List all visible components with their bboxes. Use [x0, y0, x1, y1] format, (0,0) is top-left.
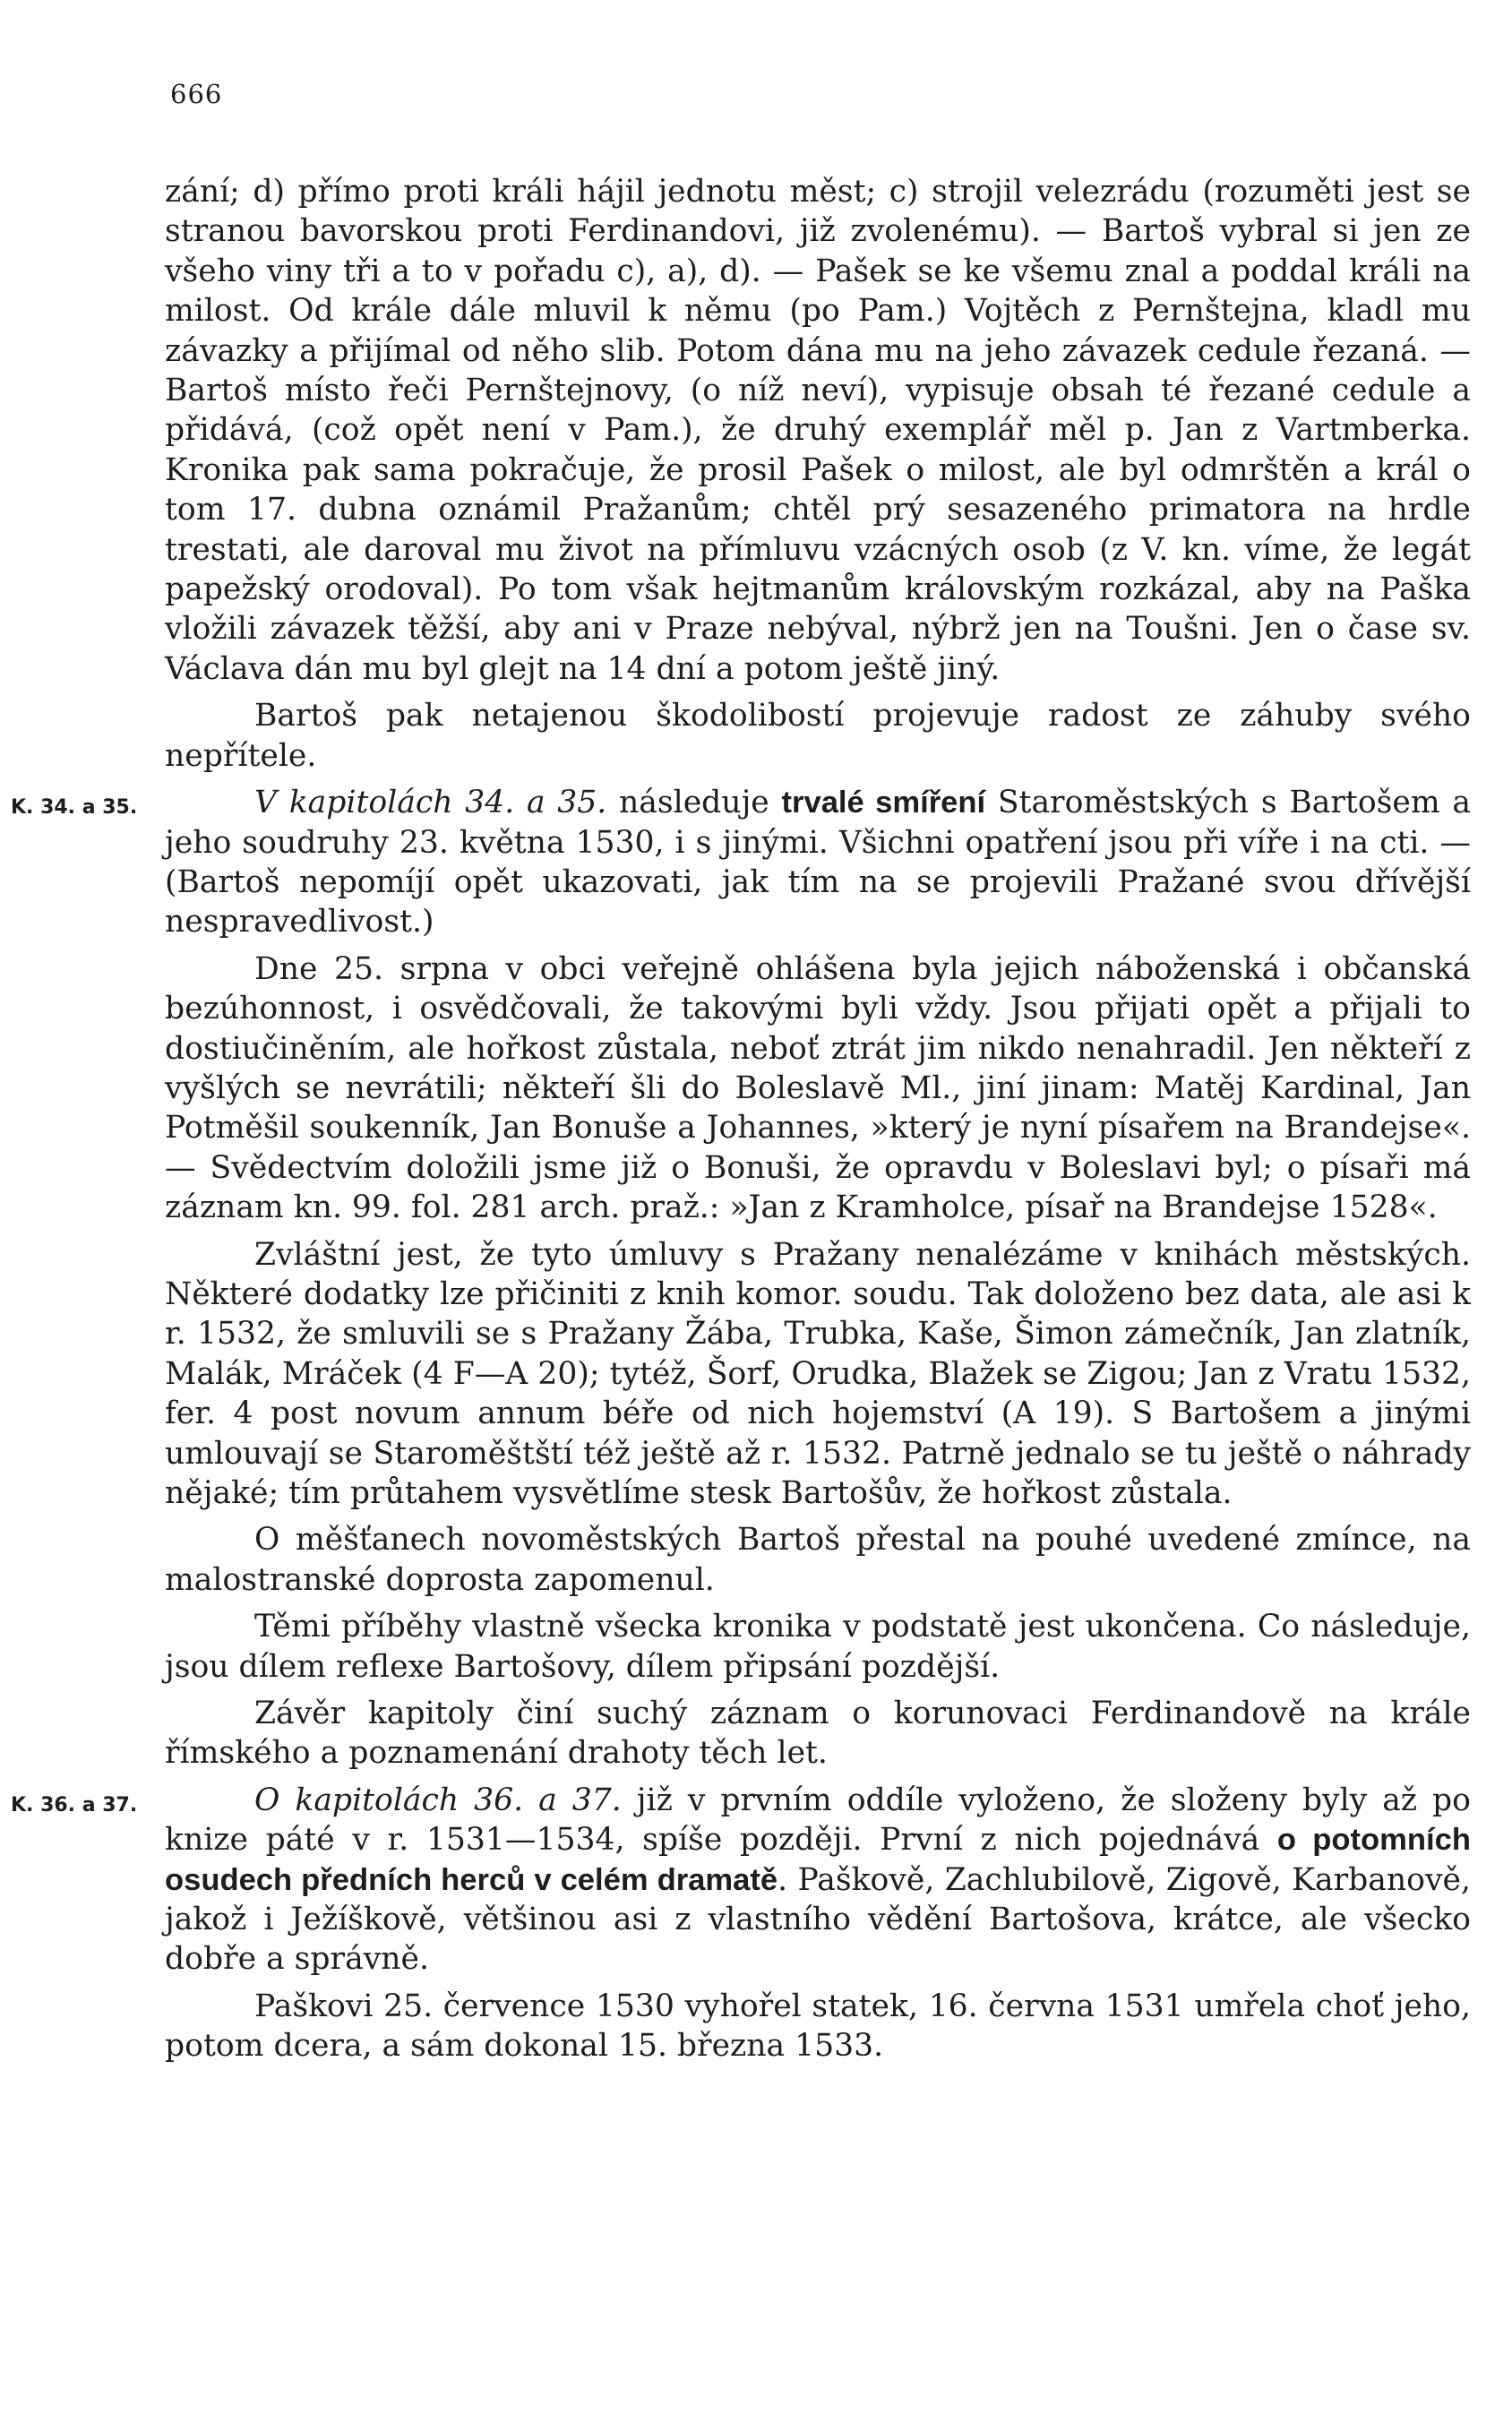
paragraph-text: Těmi příběhy vlastně všecka kronika v podstatě jest ukončena. Co následuje, jsou dílem reflexe Bartošovy, dílem připsání pozdější. — [165, 1609, 1471, 1685]
chapter-reference: O kapitolách 36. a 37. — [254, 1782, 622, 1818]
paragraph-6 — [165, 1520, 1471, 1600]
margin-note-chapters-36-37: K. 36. a 37. — [11, 1793, 138, 1816]
paragraph-3 — [11, 783, 1471, 942]
paragraph-text: Bartoš pak netajenou škodolibostí projevuje radost ze záhuby svého nepřítele. — [165, 698, 1471, 774]
paragraph-8 — [165, 1694, 1471, 1774]
paragraph-9 — [11, 1781, 1472, 1980]
emphasis-bold: o potomních osudech předních herců v celém dramatě — [165, 1823, 1472, 1897]
margin-note-chapters-34-35: K. 34. a 35. — [11, 796, 138, 820]
body-text — [11, 172, 1472, 2074]
paragraph-text: . Paškově, Zachlubilově, Zigově, Karbanově, jakož i Ježíškově, většinou asi z vlastního vědění Bartošova, krátce, ale všecko dobře a správně. — [165, 1861, 1471, 1978]
paragraph-text: Paškovi 25. července 1530 vyhořel statek, 16. června 1531 umřela choť jeho, potom dcera, a sám dokonal 15. března 1533. — [165, 1988, 1471, 2065]
paragraph-text: O měšťanech novoměstských Bartoš přestal na pouhé uvedené zmínce, na malostranské doprosta zapomenul. — [165, 1522, 1471, 1598]
emphasis-bold: trvalé smíření — [781, 786, 986, 820]
paragraph-7 — [165, 1607, 1471, 1687]
paragraph-10 — [165, 1987, 1471, 2066]
paragraph-1 — [165, 172, 1471, 689]
chapter-reference: V kapitolách 34. a 35. — [254, 785, 607, 821]
paragraph-text: zání; d) přímo proti králi hájil jednotu měst; c) strojil velezrádu (rozuměti jest se stranou bavorskou proti Ferdinandovi, již zvolenému). — Bartoš vybral si jen ze všeho viny tři a to v pořadu c), a), d). — Pašek se ke všemu znal a poddal králi na milost. Od krále dále mluvil k němu (po Pam.) Vojtěch z Pernštejna, kladl mu závazky a přijímal od něho slib. Potom dána mu na jeho závazek cedule řezaná. — Bartoš místo řeči Pernštejnovy, (o níž neví), vypisuje obsah té řezané cedule a přidává, (což opět není v Pam.), že druhý exemplář měl p. Jan z Vartmberka. Kronika pak sama pokračuje, že prosil Pašek o milost, ale byl odmrštěn a král o tom 17. dubna oznámil Pražanům; chtěl prý sesazeného primatora na hrdle trestati, ale daroval mu život na přímluvu vzácných osob (z V. kn. víme, že legát papežský orodoval). Po tom však hejtmanům královským rozkázal, aby na Paška vložili závazek těžší, aby ani v Praze nebýval, nýbrž jen na Toušni. Jen o čase sv. Václava dán mu byl glejt na 14 dní a potom ještě jiný. — [165, 174, 1471, 687]
paragraph-text: Dne 25. srpna v obci veřejně ohlášena byla jejich náboženská i občanská bezúhonnost, i osvědčovali, že takovými byli vždy. Jsou přijati opět a přijali to dostiučiněním, ale hořkost zůstala, neboť ztrát jim nikdo nenahradil. Jen někteří z vyšlých se nevrátili; někteří šli do Boleslavě Ml., jiní jinam: Matěj Kardinal, Jan Potměšil soukenník, Jan Bonuše a Johannes, »který je nyní písařem na Brandejse«. — Svědectvím doložili jsme již o Bonuši, že opravdu v Boleslavi byl; o písaři má záznam kn. 99. fol. 281 arch. praž.: »Jan z Kramholce, písař na Brandejse 1528«. — [165, 950, 1471, 1226]
page-number: 666 — [170, 79, 223, 109]
paragraph-text: následuje — [606, 785, 782, 821]
paragraph-2 — [165, 696, 1471, 776]
paragraph-text: Staroměstských s Bartošem a jeho soudruhy 23. května 1530, i s jinými. Všichni opatření jsou při víře i na cti. — (Bartoš nepomíjí opět ukazovati, jak tím na se projevili Pražané svou dřívější nespravedlivost.) — [165, 785, 1471, 940]
paragraph-5 — [165, 1235, 1471, 1514]
paragraph-text: Závěr kapitoly činí suchý záznam o korunovaci Ferdinandově na krále římského a poznamenání drahoty těch let. — [165, 1696, 1471, 1772]
paragraph-text: již v prvním oddíle vyloženo, že složeny byly až po knize páté v r. 1531—1534, spíše později. První z nich pojednává — [165, 1782, 1471, 1859]
paragraph-text: Zvláštní jest, že tyto úmluvy s Pražany nenalézáme v knihách městských. Některé dodatky lze přičiniti z knih komor. soudu. Tak doloženo bez data, ale asi k r. 1532, že smluvili se s Pražany Žába, Trubka, Kaše, Šimon zámečník, Jan zlatník, Malák, Mráček (4 F—A 20); tytéž, Šorf, Orudka, Blažek se Zigou; Jan z Vratu 1532, fer. 4 post novum annum béře od nich hojemství (A 19). S Bartošem a jinými umlouvají se Staroměštští též ještě až r. 1532. Patrně jednalo se tu ještě o náhrady nějaké; tím průtahem vysvětlíme stesk Bartošův, že hořkost zůstala. — [165, 1236, 1471, 1511]
paragraph-4 — [165, 949, 1471, 1228]
